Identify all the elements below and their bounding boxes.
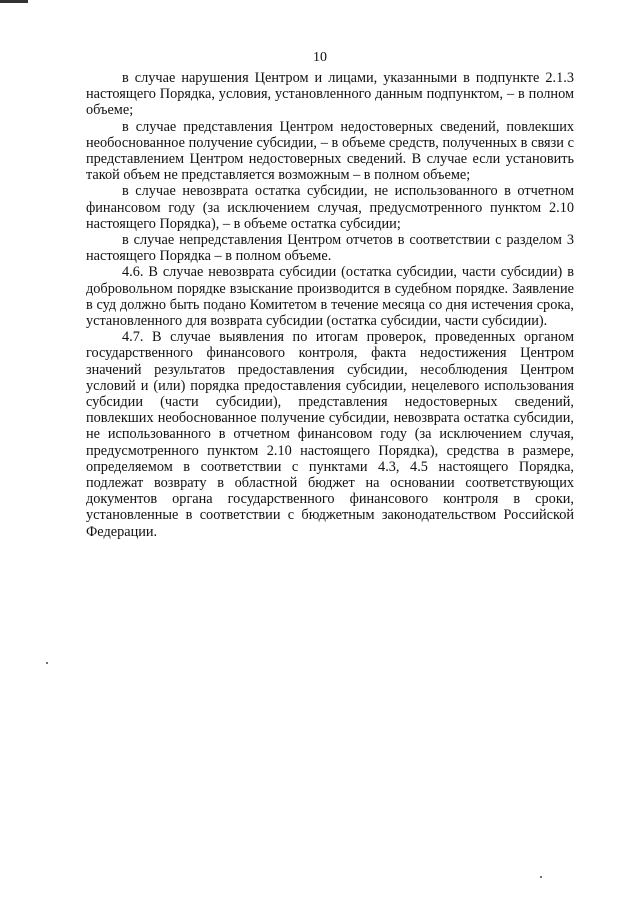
scan-corner-mark (0, 0, 28, 3)
paragraph-4-7: 4.7. В случае выявления по итогам проверок, проведенных органом государственного финансового контроля, факта недостижения Центром значений результатов предоставления субсидии, несоблюдения Центром условий и (или) порядка предоставления субсидии, нецелевого использования субсидии (части субсидии), представления недостоверных сведений, повлекших необоснованное получение субсидии, невозврата остатка субсидии, не использованного в отчетном финансовом году (за исключением случая, предусмотренного пунктом 2.10 настоящего Порядка), средства в размере, определяемом в соответствии с пунктами 4.3, 4.5 настоящего Порядка, подлежат возврату в областной бюджет на основании соответствующих документов органа государственного финансового контроля в сроки, установленные в соответствии с бюджетным законодательством Российской Федерации. (86, 329, 574, 540)
scan-speck (46, 662, 48, 664)
paragraph-unused-balance: в случае невозврата остатка субсидии, не использованного в отчетном финансовом году (за исключением случая, предусмотренного пунктом 2.10 настоящего Порядка), – в объеме остатка субсидии; (86, 183, 574, 232)
page-number: 10 (313, 50, 327, 65)
paragraph-4-6: 4.6. В случае невозврата субсидии (остатка субсидии, части субсидии) в добровольном порядке взыскание производится в судебном порядке. Заявление в суд должно быть подано Комитетом в течение месяца со дня истечения срока, установленного для возврата субсидии (остатка субсидии, части субсидии). (86, 264, 574, 330)
paragraph-false-information: в случае представления Центром недостоверных сведений, повлекших необоснованное получение субсидии, – в объеме средств, полученных в связи с представлением Центром недостоверных сведений. В случае если установить такой объем не представляется возможным – в полном объеме; (86, 118, 574, 184)
paragraph-no-reports: в случае непредставления Центром отчетов в соответствии с разделом 3 настоящего Порядка – в полном объеме. (86, 232, 574, 265)
paragraph-violation-2-1-3: в случае нарушения Центром и лицами, указанными в подпункте 2.1.3 настоящего Порядка, условия, установленного данным подпунктом, – в полном объеме; (86, 70, 574, 119)
document-body (86, 70, 574, 540)
scan-speck (540, 876, 542, 878)
